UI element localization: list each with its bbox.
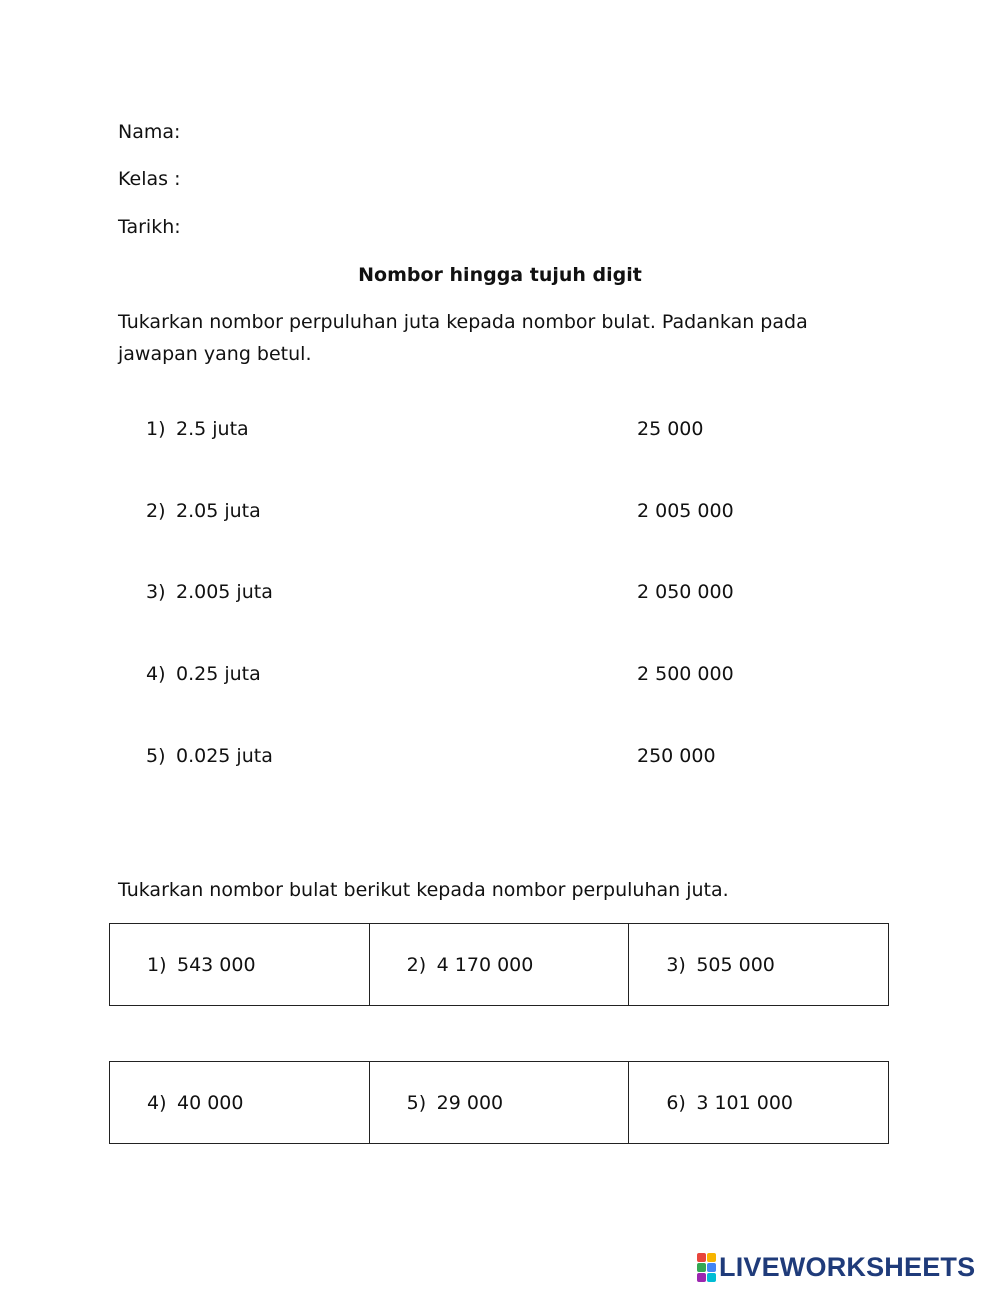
item-number: 4): [146, 663, 166, 685]
question-item[interactable]: [146, 418, 249, 440]
item-text: 0.25 juta: [176, 663, 261, 685]
item-text: 543 000: [177, 953, 256, 976]
answer-item[interactable]: 250 000: [637, 745, 716, 767]
question-item[interactable]: [146, 663, 261, 685]
answer-box-row-1: [109, 923, 889, 1006]
question-item[interactable]: [146, 745, 273, 767]
liveworksheets-logo: [697, 1252, 975, 1283]
item-number: 1): [147, 953, 167, 976]
item-number: 2): [406, 953, 427, 976]
answer-cell[interactable]: [629, 924, 889, 1006]
item-text: 505 000: [696, 953, 775, 976]
item-number: 6): [666, 1091, 686, 1114]
item-number: 3): [146, 581, 166, 603]
page-title: Nombor hingga tujuh digit: [358, 264, 642, 286]
answer-item[interactable]: 2 050 000: [637, 581, 734, 603]
item-number: 5): [406, 1091, 427, 1114]
item-text: 29 000: [436, 1091, 504, 1114]
question-item[interactable]: [146, 581, 273, 603]
item-text: 3 101 000: [696, 1091, 794, 1114]
item-text: 2.005 juta: [176, 581, 273, 603]
date-label: Tarikh:: [118, 216, 181, 238]
logo-blocks-icon: [697, 1253, 716, 1282]
question-item[interactable]: [146, 500, 261, 522]
item-text: 2.05 juta: [176, 500, 261, 522]
answer-box-row-2: [109, 1061, 889, 1144]
answer-item[interactable]: 25 000: [637, 418, 704, 440]
class-label: Kelas :: [118, 168, 181, 190]
answer-cell[interactable]: [369, 924, 629, 1006]
item-number: 4): [147, 1091, 167, 1114]
instruction-matching: Tukarkan nombor perpuluhan juta kepada nombor bulat. Padankan pada jawapan yang betul.: [118, 311, 808, 365]
answer-cell[interactable]: [369, 1062, 629, 1144]
item-number: 3): [666, 953, 686, 976]
item-number: 2): [146, 500, 166, 522]
instruction-conversion: Tukarkan nombor bulat berikut kepada nombor perpuluhan juta.: [118, 879, 729, 901]
item-text: 0.025 juta: [176, 745, 273, 767]
answer-cell[interactable]: [110, 924, 370, 1006]
item-text: 4 170 000: [436, 953, 534, 976]
item-number: 5): [146, 745, 166, 767]
item-number: 1): [146, 418, 166, 440]
answer-item[interactable]: 2 500 000: [637, 663, 734, 685]
answer-cell[interactable]: [629, 1062, 889, 1144]
item-text: 40 000: [177, 1091, 244, 1114]
logo-text: LIVEWORKSHEETS: [719, 1252, 976, 1282]
answer-cell[interactable]: [110, 1062, 370, 1144]
name-label: Nama:: [118, 121, 181, 143]
answer-item[interactable]: 2 005 000: [637, 500, 734, 522]
item-text: 2.5 juta: [176, 418, 249, 440]
